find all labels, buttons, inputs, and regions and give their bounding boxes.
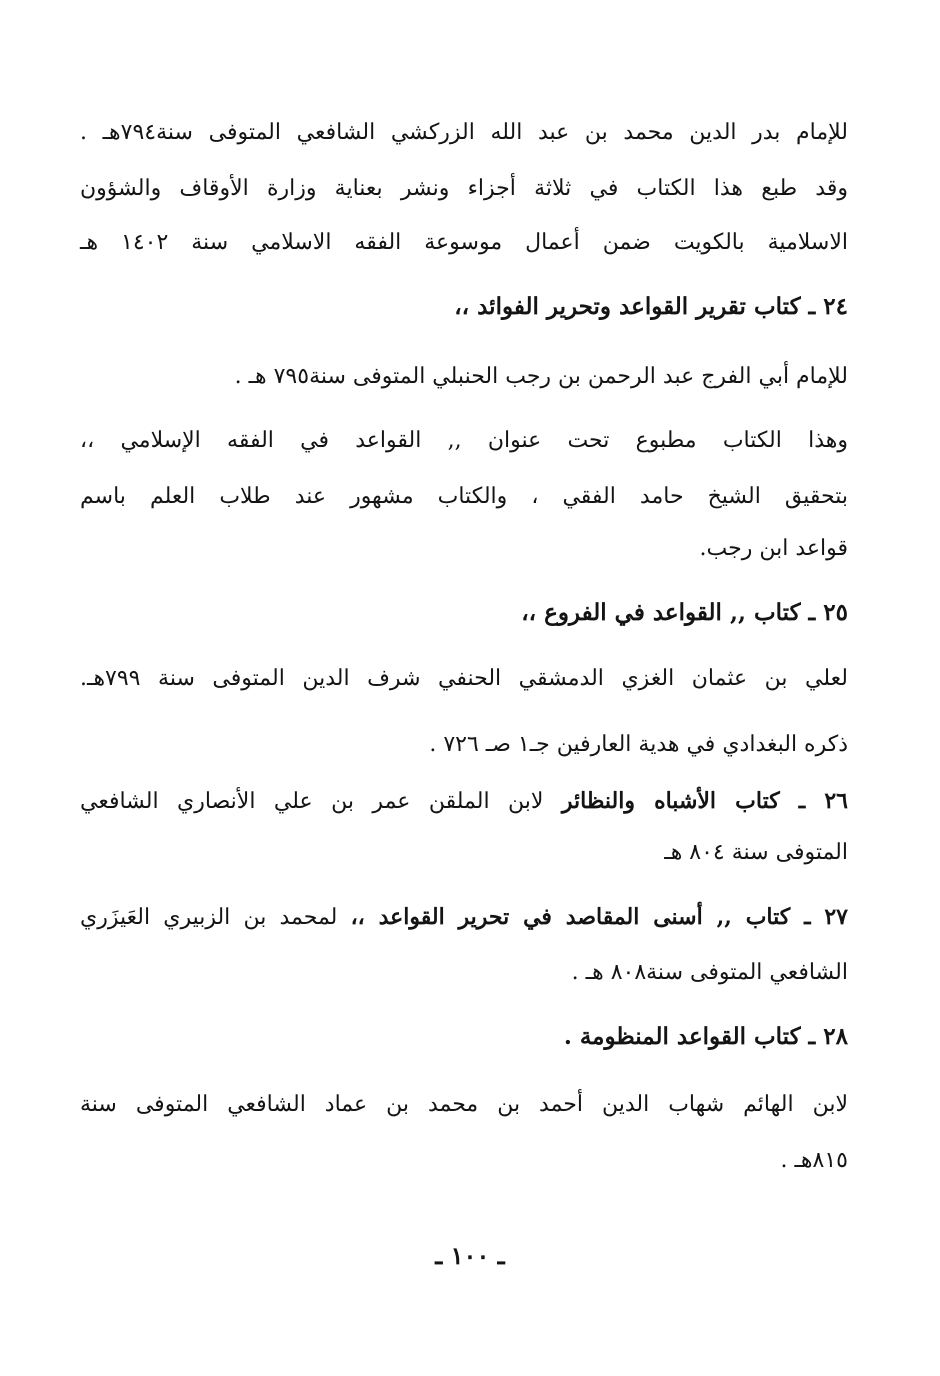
text-line-6: وهذا الكتاب مطبوع تحت عنوان ,, القواعد في الفقه الإسلامي ،، [80, 428, 848, 453]
text-line-2: وقد طبع هذا الكتاب في ثلاثة أجزاء ونشر بعناية وزارة الأوقاف والشؤون [80, 176, 848, 201]
entry-27-line [80, 902, 848, 933]
text-line-1: للإمام بدر الدين محمد بن عبد الله الزركشي الشافعي المتوفى سنة٧٩٤هـ . [80, 120, 848, 145]
text-line-10: لعلي بن عثمان الغزي الدمشقي الحنفي شرف الدين المتوفى سنة ٧٩٩هـ. [80, 666, 848, 691]
text-line-15: الشافعي المتوفى سنة٨٠٨ هـ . [571, 960, 848, 985]
text-line-13: المتوفى سنة ٨٠٤ هـ [664, 840, 848, 865]
page-number: ـ ١٠٠ ـ [435, 1241, 505, 1270]
entry-28-heading: ٢٨ ـ كتاب القواعد المنظومة . [563, 1023, 848, 1050]
entry-26-author: لابن الملقن عمر بن علي الأنصاري الشافعي [80, 789, 562, 814]
text-line-8: قواعد ابن رجب. [699, 536, 848, 561]
entry-27-author: لمحمد بن الزبيري العَيزَري [80, 905, 351, 930]
entry-26-line [80, 786, 848, 817]
text-line-5: للإمام أبي الفرج عبد الرحمن بن رجب الحنبلي المتوفى سنة٧٩٥ هـ . [234, 364, 848, 389]
text-line-18: ٨١٥هـ . [780, 1148, 848, 1173]
entry-24-heading: ٢٤ ـ كتاب تقرير القواعد وتحرير الفوائد ،، [454, 293, 848, 320]
text-line-7: بتحقيق الشيخ حامد الفقي ، والكتاب مشهور عند طلاب العلم باسم [80, 484, 848, 509]
entry-26-title: ٢٦ ـ كتاب الأشباه والنظائر [561, 788, 848, 814]
text-line-11: ذكره البغدادي في هدية العارفين جـ١ صـ ٧٢٦ . [429, 732, 848, 757]
text-line-17: لابن الهائم شهاب الدين أحمد بن محمد بن عماد الشافعي المتوفى سنة [80, 1092, 848, 1117]
text-line-3: الاسلامية بالكويت ضمن أعمال موسوعة الفقه الاسلامي سنة ١٤٠٢ هـ [80, 230, 849, 255]
entry-25-heading: ٢٥ ـ كتاب ,, القواعد في الفروع ،، [521, 599, 848, 626]
entry-27-title: ٢٧ ـ كتاب ,, أسنى المقاصد في تحرير القواعد ،، [350, 904, 848, 930]
